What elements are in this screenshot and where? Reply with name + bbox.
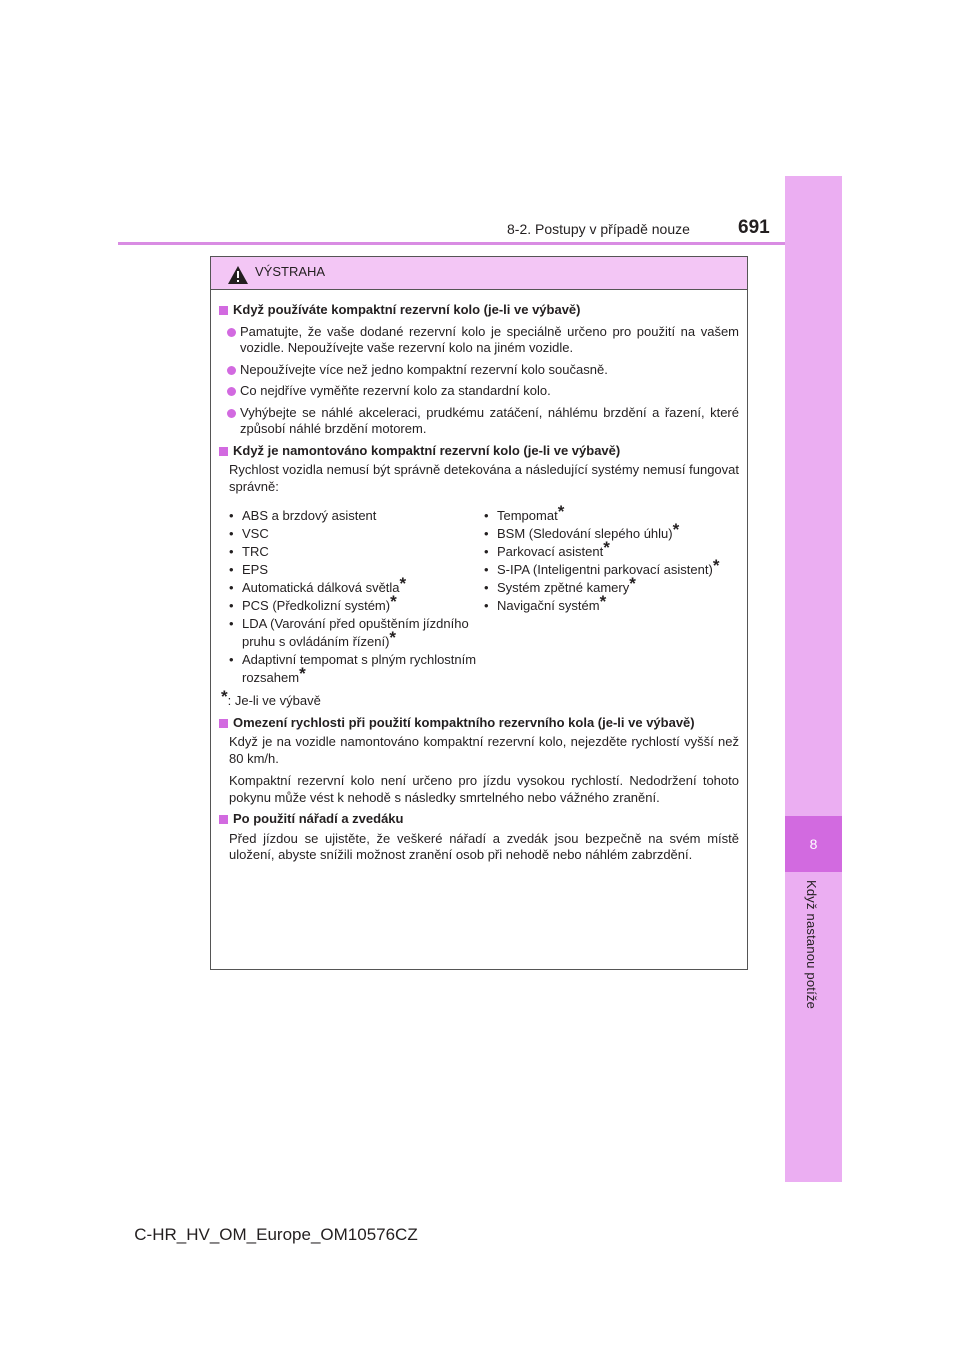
chapter-number: 8 [809,836,818,852]
footnote-star: * [712,556,720,575]
bullet-item: Pamatujte, že vaše dodané rezervní kolo je speciálně určeno pro použití na vašem vozidle. Nepoužívejte vaše rezervní kolo na jiném vozidle. [219,324,739,357]
bullet-dot-icon [227,387,236,396]
list-item: • PCS (Předkolizní systém)* [229,597,484,615]
section-paragraph: Když je na vozidle namontováno kompaktní rezervní kolo, nejezděte rychlostí vyšší než 80 km/h. [229,734,739,766]
section-paragraph: Kompaktní rezervní kolo není určeno pro jízdu vysokou rychlostí. Nedodržení tohoto pokynu může vést k nehodě s následky smrtelného nebo vážného zranění. [229,773,739,805]
chapter-number-tab[interactable] [785,816,842,872]
footnote-star: * [399,574,407,593]
heading-square-icon [219,306,228,315]
section-heading-speed-limit: Omezení rychlosti při použití kompaktního rezervního kola (je-li ve výbavě) [219,715,739,732]
bullet-item: Nepoužívejte více než jedno kompaktní rezervní kolo současně. [219,362,739,379]
section-text: Rychlost vozidla nemusí být správně detekována a následující systémy nemusí fungovat správně: [229,462,739,494]
list-item: • LDA (Varování před opuštěním jízdního pruhu s ovládáním řízení)* [229,615,484,651]
heading-square-icon [219,815,228,824]
footnote-star: * [629,574,636,593]
warning-body [219,297,739,864]
section-heading-compact-spare: Když používáte kompaktní rezervní kolo (je-li ve výbavě) [219,302,739,319]
bullet-dot-icon [227,366,236,375]
bullet-dot-icon [227,328,236,337]
section-text: Před jízdou se ujistěte, že veškeré nářadí a zvedák jsou bezpečně na svém místě uložení, abyste snížili možnost zranění osob při nehodě nebo náhlém zabrzdění. [229,830,739,862]
chapter-title: Když nastanou potíže [804,880,819,1010]
chapter-title-tab[interactable] [785,872,842,1182]
heading-square-icon [219,447,228,456]
list-item: • Tempomat* [484,507,739,525]
footnote-star: * [221,687,228,706]
bullet-item: Vyhýbejte se náhlé akceleraci, prudkému zatáčení, náhlému brzdění a řazení, které způsobí náhlé brzdění motorem. [219,405,739,438]
list-item: • Systém zpětné kamery* [484,579,739,597]
bullet-dot-icon [227,409,236,418]
section-heading-tools-jack: Po použití nářadí a zvedáku [219,811,739,828]
warning-triangle-icon [227,265,249,285]
list-item: • Automatická dálková světla* [229,579,484,597]
footnote-star: * [599,592,607,611]
list-item: • S-IPA (Inteligentni parkovací asistent)* [484,561,739,579]
footnote-star: * [672,520,680,539]
list-item: • ABS a brzdový asistent [229,507,484,525]
list-item: • Navigační systém* [484,597,739,615]
page-number: 691 [738,217,770,238]
list-item: • TRC [229,543,484,561]
document-code: C-HR_HV_OM_Europe_OM10576CZ [134,1225,418,1244]
footnote-star: * [603,538,610,557]
footnote-star: * [389,628,397,647]
heading-square-icon [219,719,228,728]
list-item: • Parkovací asistent* [484,543,739,561]
section-title: 8-2. Postupy v případě nouze [507,221,690,237]
list-item: • Adaptivní tempomat s plným rychlostním rozsahem* [229,651,484,687]
footnote-star: * [299,664,306,683]
section-heading-spare-mounted: Když je namontováno kompaktní rezervní kolo (je-li ve výbavě) [219,443,739,460]
chapter-tab-top [785,176,842,816]
list-item: • EPS [229,561,484,579]
footnote-star: * [557,502,565,521]
warning-title: VÝSTRAHA [255,264,326,279]
list-item: • BSM (Sledování slepého úhlu)* [484,525,739,543]
footnote: *: Je-li ve výbavě [221,687,321,708]
header-divider [118,242,785,245]
warning-box [210,256,748,970]
bullet-item: Co nejdříve vyměňte rezervní kolo za standardní kolo. [219,383,739,400]
list-item: • VSC [229,525,484,543]
systems-list [219,502,739,687]
systems-list-left [229,507,484,687]
warning-header [211,257,747,290]
footnote-star: * [390,592,397,611]
systems-list-right [484,502,739,687]
